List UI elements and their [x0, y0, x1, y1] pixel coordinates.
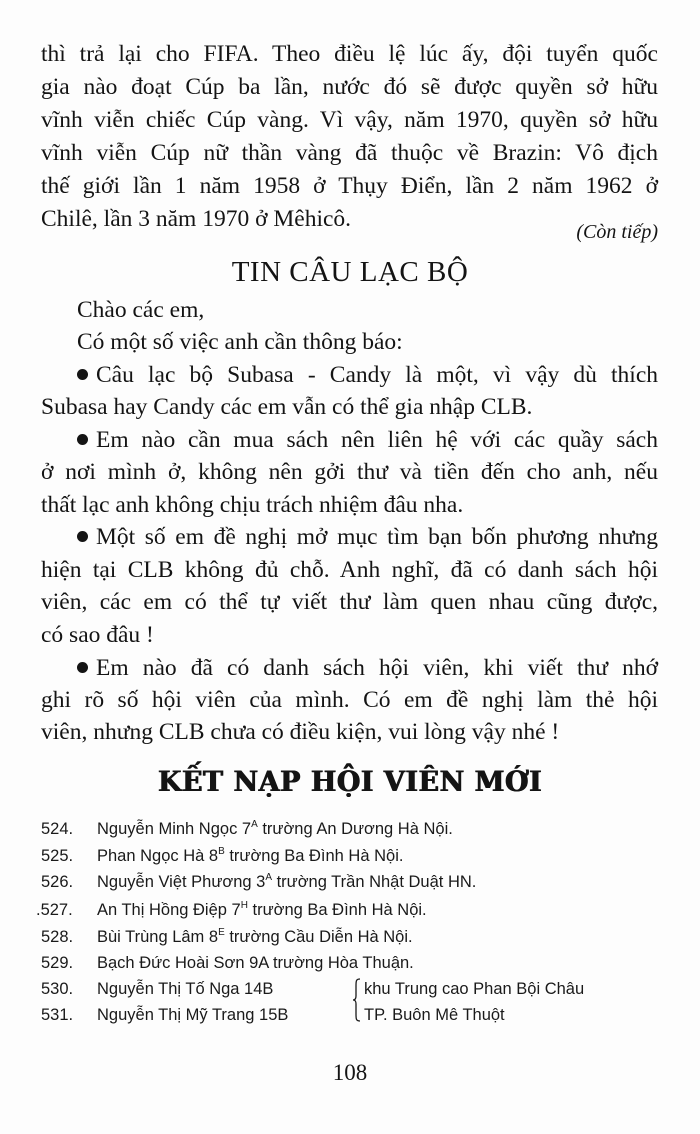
member-name: Bùi Trùng Lâm 8	[97, 928, 219, 946]
member-row	[41, 952, 414, 974]
bullet-item: Câu lạc bộ Subasa - Candy là một, vì vậy dù thích	[77, 359, 658, 391]
intro: Có một số việc anh cần thông báo:	[77, 329, 403, 355]
bullet-line: ghi rõ số hội viên của mình. Có em đề nghị làm thẻ hội	[41, 687, 658, 713]
bullet-line: ở nơi mình ở, không nên gởi thư và tiền đến cho anh, nếu	[41, 459, 658, 485]
member-school: trường Cầu Diễn Hà Nội.	[224, 928, 413, 946]
page-number: 108	[332, 1060, 368, 1085]
class-superscript: B	[218, 846, 225, 857]
article-line: thì trả lại cho FIFA. Theo điều lệ lúc ấy, đội tuyển quốc	[41, 41, 658, 67]
bullet-icon	[77, 662, 88, 673]
member-name: Nguyễn Minh Ngọc 7	[97, 820, 252, 838]
member-name: Phan Ngọc Hà 8	[97, 847, 219, 865]
member-name: Nguyễn Thị Tố Nga 14B	[97, 980, 274, 998]
member-row	[41, 926, 413, 948]
member-name: Nguyễn Việt Phương 3	[97, 873, 266, 891]
member-name: Nguyễn Thị Mỹ Trang 15B	[97, 1006, 289, 1024]
member-school: trường Ba Đình Hà Nội.	[224, 847, 404, 865]
class-superscript: A	[251, 819, 258, 830]
member-number: 530.	[41, 980, 74, 998]
continued-label: (Còn tiếp)	[576, 221, 658, 243]
section-title-club-news: TIN CÂU LẠC BỘ	[231, 256, 469, 288]
member-row	[41, 871, 476, 893]
class-superscript: A	[265, 872, 273, 883]
greeting: Chào các em,	[77, 297, 205, 323]
member-name: Bạch Đức Hoài Sơn 9A trường Hòa Thuận.	[97, 954, 414, 972]
member-school: trường Trần Nhật Duật HN.	[272, 873, 477, 891]
bullet-item: Em nào đã có danh sách hội viên, khi viết thư nhớ	[77, 652, 658, 684]
member-row	[41, 845, 403, 867]
member-row	[41, 978, 273, 1000]
bullet-item: Em nào cần mua sách nên liên hệ với các quầy sách	[77, 424, 658, 456]
member-school: trường An Dương Hà Nội.	[257, 820, 453, 838]
article-line: vĩnh viễn Cúp nữ thần vàng đã thuộc về Brazin: Vô địch	[41, 140, 658, 166]
class-superscript: H	[240, 900, 248, 911]
bullet-icon	[77, 531, 88, 542]
member-school: trường Ba Đình Hà Nội.	[247, 901, 427, 919]
member-name: An Thị Hồng Điệp 7	[97, 901, 241, 919]
member-number: 528.	[41, 928, 74, 946]
article-line: vĩnh viễn chiếc Cúp vàng. Vì vậy, năm 1970, quyền sở hữu	[41, 107, 658, 133]
member-number: 524.	[41, 820, 74, 838]
shared-address-line: khu Trung cao Phan Bội Châu	[364, 980, 585, 998]
class-superscript: E	[218, 927, 225, 938]
shared-address-line: TP. Buôn Mê Thuột	[364, 1006, 505, 1024]
section-title-new-members: KẾT NẠP HỘI VIÊN MỚI	[157, 766, 543, 799]
member-row	[41, 1004, 288, 1026]
article-line: thế giới lần 1 năm 1958 ở Thụy Điển, lần 2 năm 1962 ở	[41, 173, 658, 199]
bullet-icon	[77, 434, 88, 445]
member-row	[41, 818, 453, 840]
bullet-line: hiện tại CLB không đủ chỗ. Anh nghĩ, đã có danh sách hội	[41, 557, 658, 583]
bullet-icon	[77, 369, 88, 380]
bullet-line: có sao đâu !	[41, 622, 154, 648]
bullet-line: viên, các em có thể tự viết thư làm quen nhau cũng được,	[41, 589, 658, 615]
bullet-item: Một số em đề nghị mở mục tìm bạn bốn phương nhưng	[77, 521, 658, 553]
article-line: gia nào đoạt Cúp ba lần, nước đó sẽ được quyền sở hữu	[41, 74, 658, 100]
bullet-line: thất lạc anh không chịu trách nhiệm đâu nha.	[41, 492, 464, 518]
member-number: 525.	[41, 847, 74, 865]
curly-brace-icon	[352, 978, 362, 1022]
article-line: Chilê, lần 3 năm 1970 ở Mêhicô.	[41, 206, 352, 232]
bullet-line: viên, nhưng CLB chưa có điều kiện, vui lòng vậy nhé !	[41, 719, 560, 745]
member-number: .527.	[36, 901, 73, 919]
member-number: 526.	[41, 873, 74, 891]
member-number: 529.	[41, 954, 74, 972]
bullet-line: Subasa hay Candy các em vẫn có thể gia nhập CLB.	[41, 394, 533, 420]
member-row	[36, 899, 427, 921]
member-number: 531.	[41, 1006, 74, 1024]
